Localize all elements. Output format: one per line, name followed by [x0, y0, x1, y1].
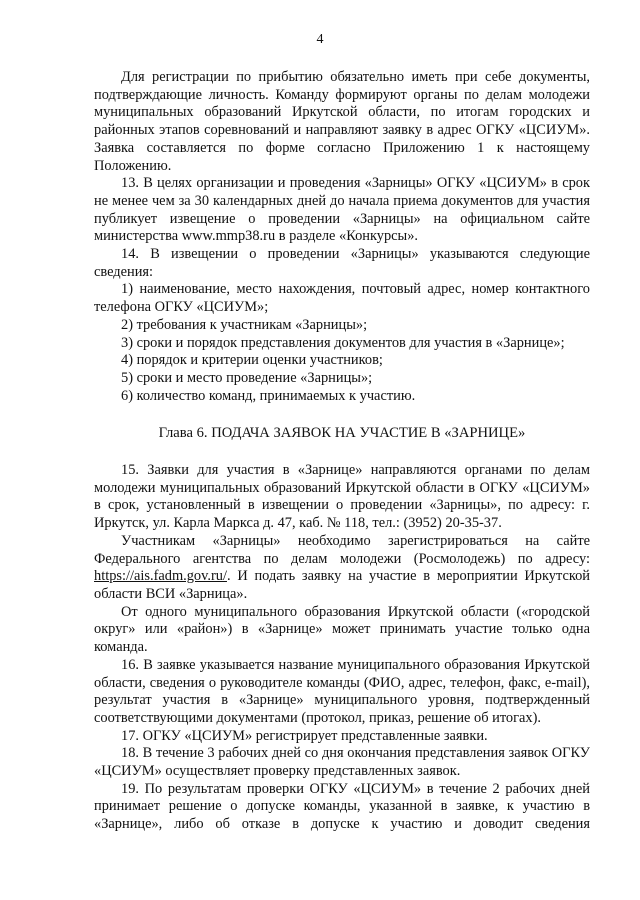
list-item [94, 352, 590, 370]
paragraph [94, 728, 590, 746]
list-item [94, 317, 590, 335]
document-body [94, 69, 590, 834]
paragraph-text: Участникам «Зарницы» необходимо зарегистрироваться на сайте Федерального агентства по делам молодежи (Росмолодежь) по адресу: [94, 532, 590, 567]
paragraph-text: 15. Заявки для участия в «Зарнице» направляются органами по делам молодежи муниципальных образований Иркутской области в ОГКУ «ЦСИУМ» в срок, установленный в извещении о проведении «Зарницы», по адресу: г. Иркутск, ул. Карла Маркса д. 47, каб. № 118, тел.: (3952) 20-35-37. [94, 462, 590, 532]
paragraph-text: . И подать заявку на участие в мероприятии Иркутской области ВСИ «Зарница». [94, 568, 590, 602]
paragraph-text: Глава 6. ПОДАЧА ЗАЯВОК НА УЧАСТИЕ В «ЗАРНИЦЕ» [158, 425, 526, 442]
paragraph [94, 246, 590, 281]
list-item [94, 370, 590, 388]
paragraph-text: 6) количество команд, принимаемых к участию. [121, 387, 416, 404]
paragraph [94, 604, 590, 657]
paragraph [94, 781, 590, 834]
list-item [94, 335, 590, 353]
paragraph-text: 3) сроки и порядок представления документов для участия в «Зарнице»; [121, 334, 565, 351]
paragraph-text: 14. В извещении о проведении «Зарницы» указываются следующие сведения: [94, 246, 590, 280]
paragraph [94, 533, 590, 604]
paragraph-text: От одного муниципального образования Иркутской области («городской округ» или «район») в «Зарнице» может принимать участие только одна команда. [94, 603, 590, 656]
registration-link[interactable]: https://ais.fadm.gov.ru/ [94, 568, 227, 585]
paragraph-text: 16. В заявке указывается название муниципального образования Иркутской области, сведения о руководителе команды (ФИО, адрес, телефон, факс, e-mail), результат участия в «Зарнице» муниципального уровня, подтвержденный соответствующими документами (протокол, приказ, решение об итогах). [94, 656, 590, 726]
paragraph-text: 4) порядок и критерии оценки участников; [121, 352, 383, 369]
paragraph [94, 281, 590, 316]
paragraph-text: Для регистрации по прибытию обязательно иметь при себе документы, подтверждающие личность. Команду формируют органы по делам молодежи муниципальных образований Иркутской области, по итогам городских и районных этапов соревнований и направляют заявку в адрес ОГКУ «ЦСИУМ». Заявка составляется по форме согласно Приложению 1 к настоящему Положению. [94, 69, 590, 174]
page-number: 4 [316, 32, 324, 47]
paragraph [94, 69, 590, 175]
paragraph-text: 18. В течение 3 рабочих дней со дня окончания представления заявок ОГКУ «ЦСИУМ» осуществляет проверку представленных заявок. [94, 745, 590, 780]
paragraph-text: 13. В целях организации и проведения «Зарницы» ОГКУ «ЦСИУМ» в срок не менее чем за 30 календарных дней до начала приема документов для участия публикует извещение о проведении «Зарницы» на официальном сайте министерства www.mmp38.ru в разделе «Конкурсы». [94, 175, 590, 245]
chapter-heading [94, 425, 590, 443]
paragraph-text: 19. По результатам проверки ОГКУ «ЦСИУМ» в течение 2 рабочих дней принимает решение о допуске команды, указанной в заявке, к участию в «Зарнице», либо об отказе в допуске к участию и доводит сведения [94, 780, 590, 833]
paragraph [94, 175, 590, 246]
paragraph-text: 17. ОГКУ «ЦСИУМ» регистрирует представленные заявки. [121, 727, 488, 744]
paragraph-text: 5) сроки и место проведение «Зарницы»; [121, 369, 373, 386]
paragraph-text: 1) наименование, место нахождения, почтовый адрес, номер контактного телефона ОГКУ «ЦСИУМ»; [94, 281, 590, 316]
paragraph [94, 657, 590, 728]
list-item [94, 388, 590, 406]
paragraph [94, 745, 590, 780]
paragraph-text: 2) требования к участникам «Зарницы»; [121, 316, 368, 333]
paragraph [94, 462, 590, 533]
